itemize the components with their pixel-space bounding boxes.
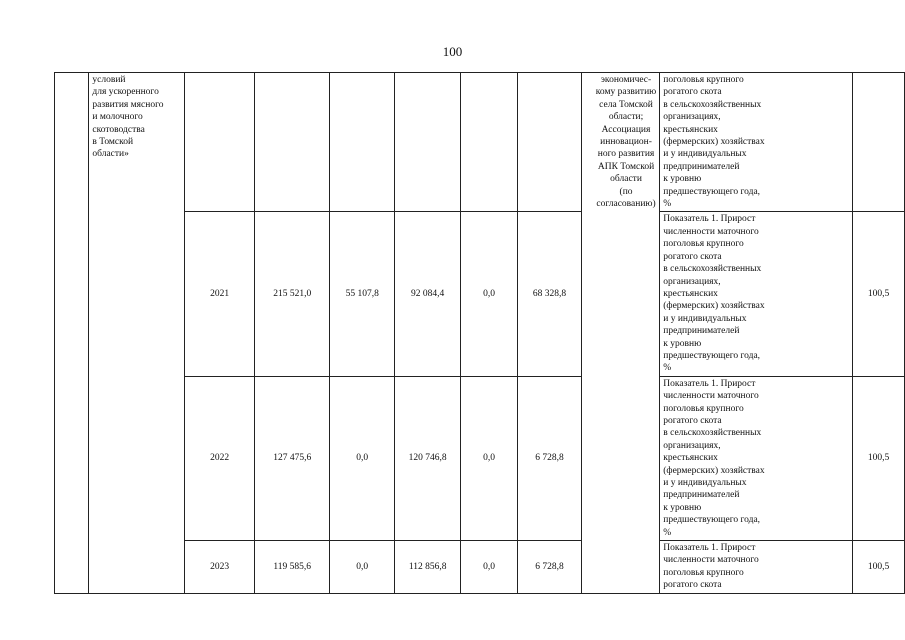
text-line: предшествующего года,	[663, 515, 761, 526]
total-cell: 127 475,6	[255, 376, 330, 540]
text-line: в сельскохозяйственных	[663, 99, 762, 110]
other-cell: 68 328,8	[518, 212, 582, 376]
text-line: %	[663, 363, 672, 374]
text-line: (по	[619, 186, 633, 197]
other-cell: 6 728,8	[518, 541, 582, 594]
text-line: предшествующего года,	[663, 186, 761, 197]
text-line: условий	[92, 75, 126, 85]
text-line: для ускоренного	[92, 87, 159, 98]
local-cell: 0,0	[460, 541, 517, 594]
total-cell	[255, 73, 330, 212]
text-line: Показатель 1. Прирост	[663, 378, 756, 389]
indicator-value-cell: 100,5	[853, 212, 905, 376]
text-line: к уровню	[663, 502, 702, 513]
text-line: поголовья крупного	[663, 75, 744, 85]
text-line: (фермерских) хозяйствах	[663, 301, 765, 312]
other-cell	[518, 73, 582, 212]
text-line: организациях,	[663, 440, 721, 451]
text-line: поголовья крупного	[663, 567, 744, 578]
text-line: к уровню	[663, 174, 702, 185]
text-line: предшествующего года,	[663, 350, 761, 361]
local-cell	[460, 73, 517, 212]
text-line: в Томской	[92, 137, 134, 148]
text-line: крестьянских	[663, 124, 718, 135]
federal-cell: 55 107,8	[329, 212, 394, 376]
text-line: численности маточного	[663, 226, 759, 237]
text-line: %	[663, 199, 672, 210]
text-line: крестьянских	[663, 453, 718, 464]
regional-cell: 120 746,8	[395, 376, 460, 540]
local-cell: 0,0	[460, 212, 517, 376]
text-line: %	[663, 527, 672, 538]
event-name-text	[92, 74, 180, 161]
table-row	[55, 73, 905, 212]
text-line: АПК Томской	[597, 161, 655, 172]
text-line: скотоводства	[92, 124, 145, 135]
text-line: в сельскохозяйственных	[663, 428, 762, 439]
text-line: области;	[608, 112, 644, 123]
text-line: предпринимателей	[663, 490, 740, 501]
federal-cell	[329, 73, 394, 212]
indicator-value-cell: 100,5	[853, 376, 905, 540]
total-cell: 119 585,6	[255, 541, 330, 594]
blank-spacer-cell	[581, 73, 593, 594]
text-line: инновацион-	[600, 137, 652, 148]
text-line: рогатого скота	[663, 580, 722, 591]
text-line: крестьянских	[663, 288, 718, 299]
text-line: рогатого скота	[663, 415, 722, 426]
text-line: рогатого скота	[663, 251, 722, 262]
indicator-cell	[660, 212, 853, 376]
indicator-cell	[660, 376, 853, 540]
text-line: и у индивидуальных	[663, 313, 747, 324]
text-line: предпринимателей	[663, 161, 740, 172]
text-line: (фермерских) хозяйствах	[663, 465, 765, 476]
regional-cell: 92 084,4	[395, 212, 460, 376]
text-line: экономичес-	[600, 75, 652, 85]
row-number-cell	[55, 73, 89, 594]
indicator-text	[663, 74, 849, 210]
text-line: ного развития	[597, 149, 655, 160]
text-line: Показатель 1. Прирост	[663, 543, 756, 554]
text-line: численности маточного	[663, 555, 759, 566]
text-line: (фермерских) хозяйствах	[663, 137, 765, 148]
text-line: численности маточного	[663, 391, 759, 402]
top-indicator-cell	[660, 73, 853, 212]
text-line: кому развитию	[595, 87, 657, 98]
executor-text	[596, 74, 656, 210]
text-line: развития мясного	[92, 99, 164, 110]
indicator-cell	[660, 541, 853, 594]
text-line: в сельскохозяйственных	[663, 264, 762, 275]
text-line: согласованию)	[596, 199, 656, 210]
executor-cell	[593, 73, 660, 594]
text-line: области»	[92, 149, 129, 160]
year-cell: 2023	[184, 541, 255, 594]
text-line: рогатого скота	[663, 87, 722, 98]
text-line: и у индивидуальных	[663, 478, 747, 488]
text-line: Ассоциация	[601, 124, 651, 135]
program-table	[54, 72, 905, 594]
text-line: к уровню	[663, 338, 702, 349]
text-line: Показатель 1. Прирост	[663, 214, 756, 225]
text-line: и молочного	[92, 112, 143, 123]
federal-cell: 0,0	[329, 541, 394, 594]
text-line: организациях,	[663, 276, 721, 287]
text-line: предпринимателей	[663, 326, 740, 337]
indicator-value-cell: 100,5	[853, 541, 905, 594]
event-name-cell	[89, 73, 184, 594]
year-cell: 2022	[184, 376, 255, 540]
indicator-text	[663, 213, 849, 374]
indicator-text	[663, 378, 849, 539]
text-line: области	[610, 174, 642, 185]
indicator-value-cell	[853, 73, 905, 212]
text-line: и у индивидуальных	[663, 149, 747, 160]
year-cell	[184, 73, 255, 212]
text-line: села Томской	[599, 99, 653, 110]
local-cell: 0,0	[460, 376, 517, 540]
federal-cell: 0,0	[329, 376, 394, 540]
total-cell: 215 521,0	[255, 212, 330, 376]
regional-cell	[395, 73, 460, 212]
text-line: поголовья крупного	[663, 403, 744, 414]
text-line: поголовья крупного	[663, 239, 744, 250]
text-line: организациях,	[663, 112, 721, 123]
indicator-text	[663, 542, 849, 592]
page-number: 100	[442, 44, 463, 59]
year-cell: 2021	[184, 212, 255, 376]
other-cell: 6 728,8	[518, 376, 582, 540]
regional-cell: 112 856,8	[395, 541, 460, 594]
